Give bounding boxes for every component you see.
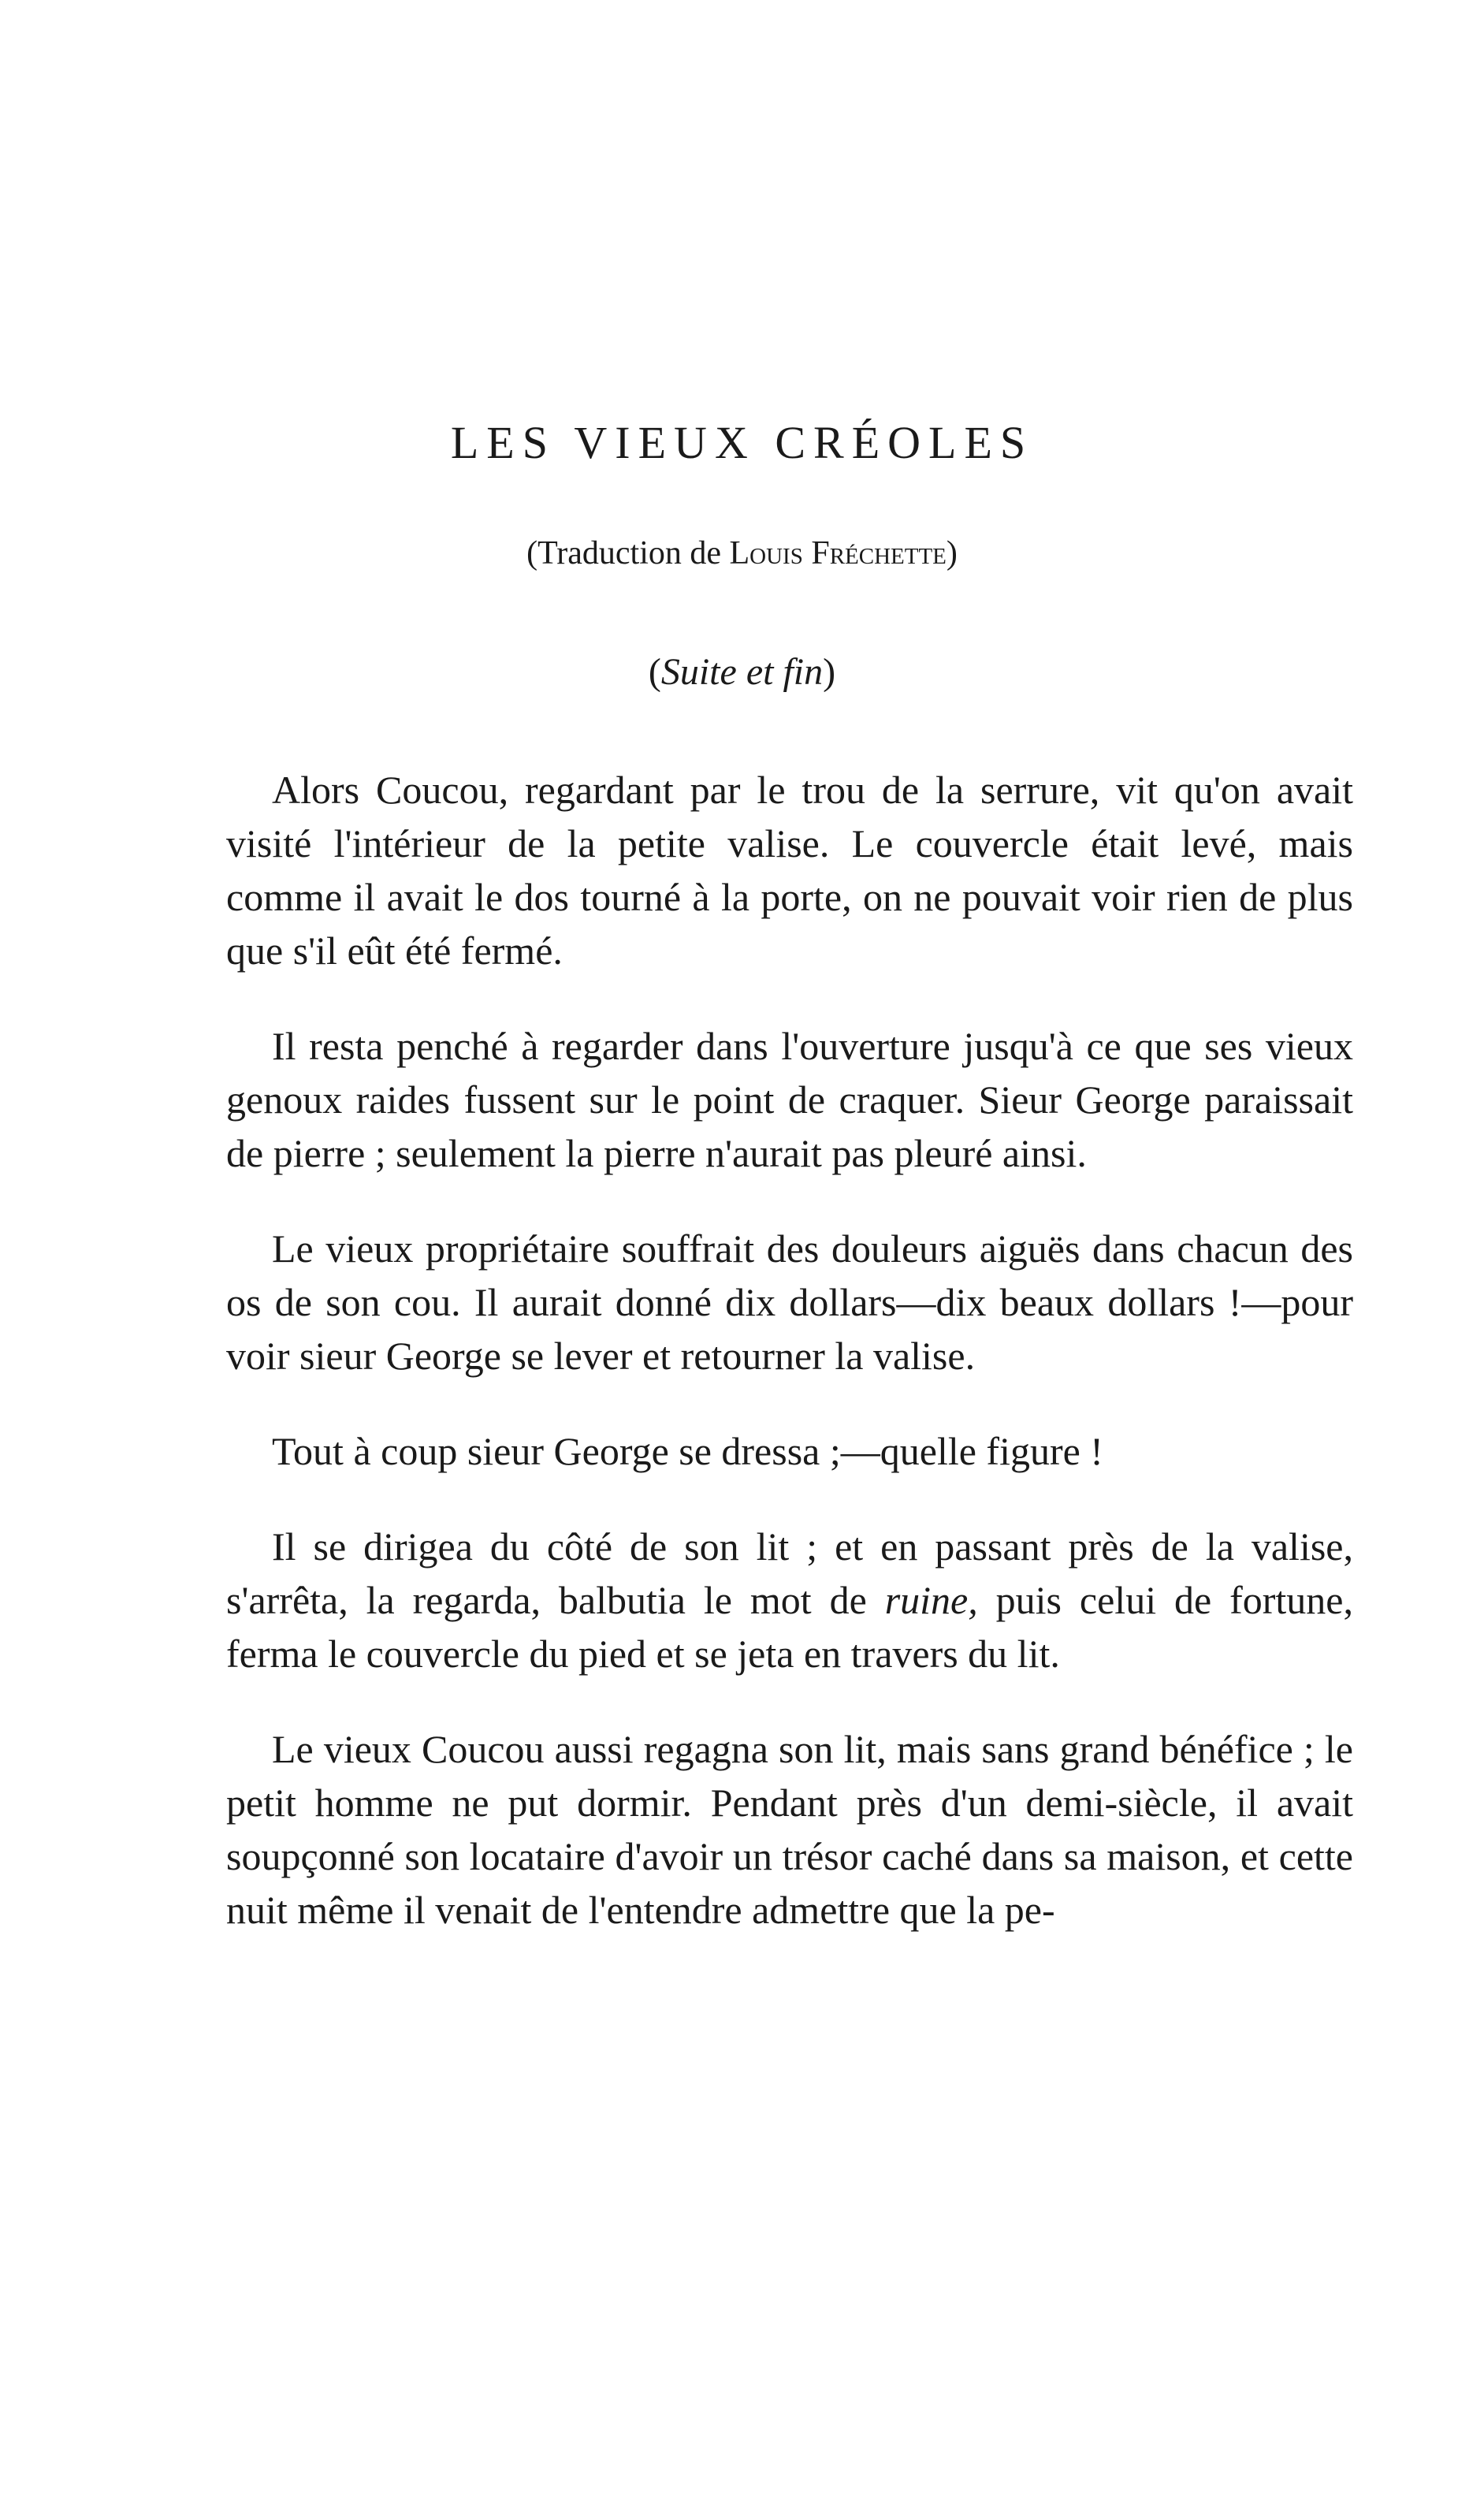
paragraph-5 [226,1520,1353,1680]
continuation-note [0,650,1484,694]
paragraph-4: Tout à coup sieur George se dressa ;—quelle figure ! [272,1429,1103,1473]
paragraph-5-after: puis celui de fortune, ferma le couvercle du pied et se jeta en travers du lit. [226,1578,1353,1676]
paragraph-2: Il resta penché à regarder dans l'ouverture jusqu'à ce que ses vieux genoux raides fussent sur le point de craquer. Sieur George paraissait de pierre ; seulement la pierre n'aurait pas pleuré ainsi. [226,1024,1353,1175]
continuation-open: ( [648,651,661,693]
chapter-title: LES VIEUX CRÉOLES [450,417,1034,468]
paragraph-5-before: Il se dirigea du côté de son lit ; et en passant près de la valise, s'arrêta, la regarda, balbutia le mot de [226,1524,1353,1622]
translator-line [0,534,1484,572]
translator-suffix: ) [946,535,958,571]
body-text [226,763,1353,1978]
paragraph-6: Le vieux Coucou aussi regagna son lit, mais sans grand bénéfice ; le petit homme ne put dormir. Pendant près d'un demi-siècle, il avait soupçonné son locataire d'avoir un trésor caché dans sa maison, et cette nuit même il venait de l'entendre admettre que la pe- [226,1727,1353,1932]
paragraph-3: Le vieux propriétaire souffrait des douleurs aiguës dans chacun des os de son cou. Il aurait donné dix dollars—dix beaux dollars !—pour voir sieur George se lever et retourner la valise. [226,1226,1353,1378]
translator-name: Louis Fréchette [729,535,947,571]
translator-prefix: (Traduction de [526,535,730,571]
paragraph-5-italic: ruine, [884,1578,978,1622]
paragraph-1: Alors Coucou, regardant par le trou de la serrure, vit qu'on avait visité l'intérieur de la petite valise. Le couvercle était levé, mais comme il avait le dos tourné à la porte, on ne pouvait voir rien de plus que s'il eût été fermé. [226,768,1353,973]
continuation-italic: Suite et fin [660,651,824,693]
continuation-close: ) [823,651,836,693]
